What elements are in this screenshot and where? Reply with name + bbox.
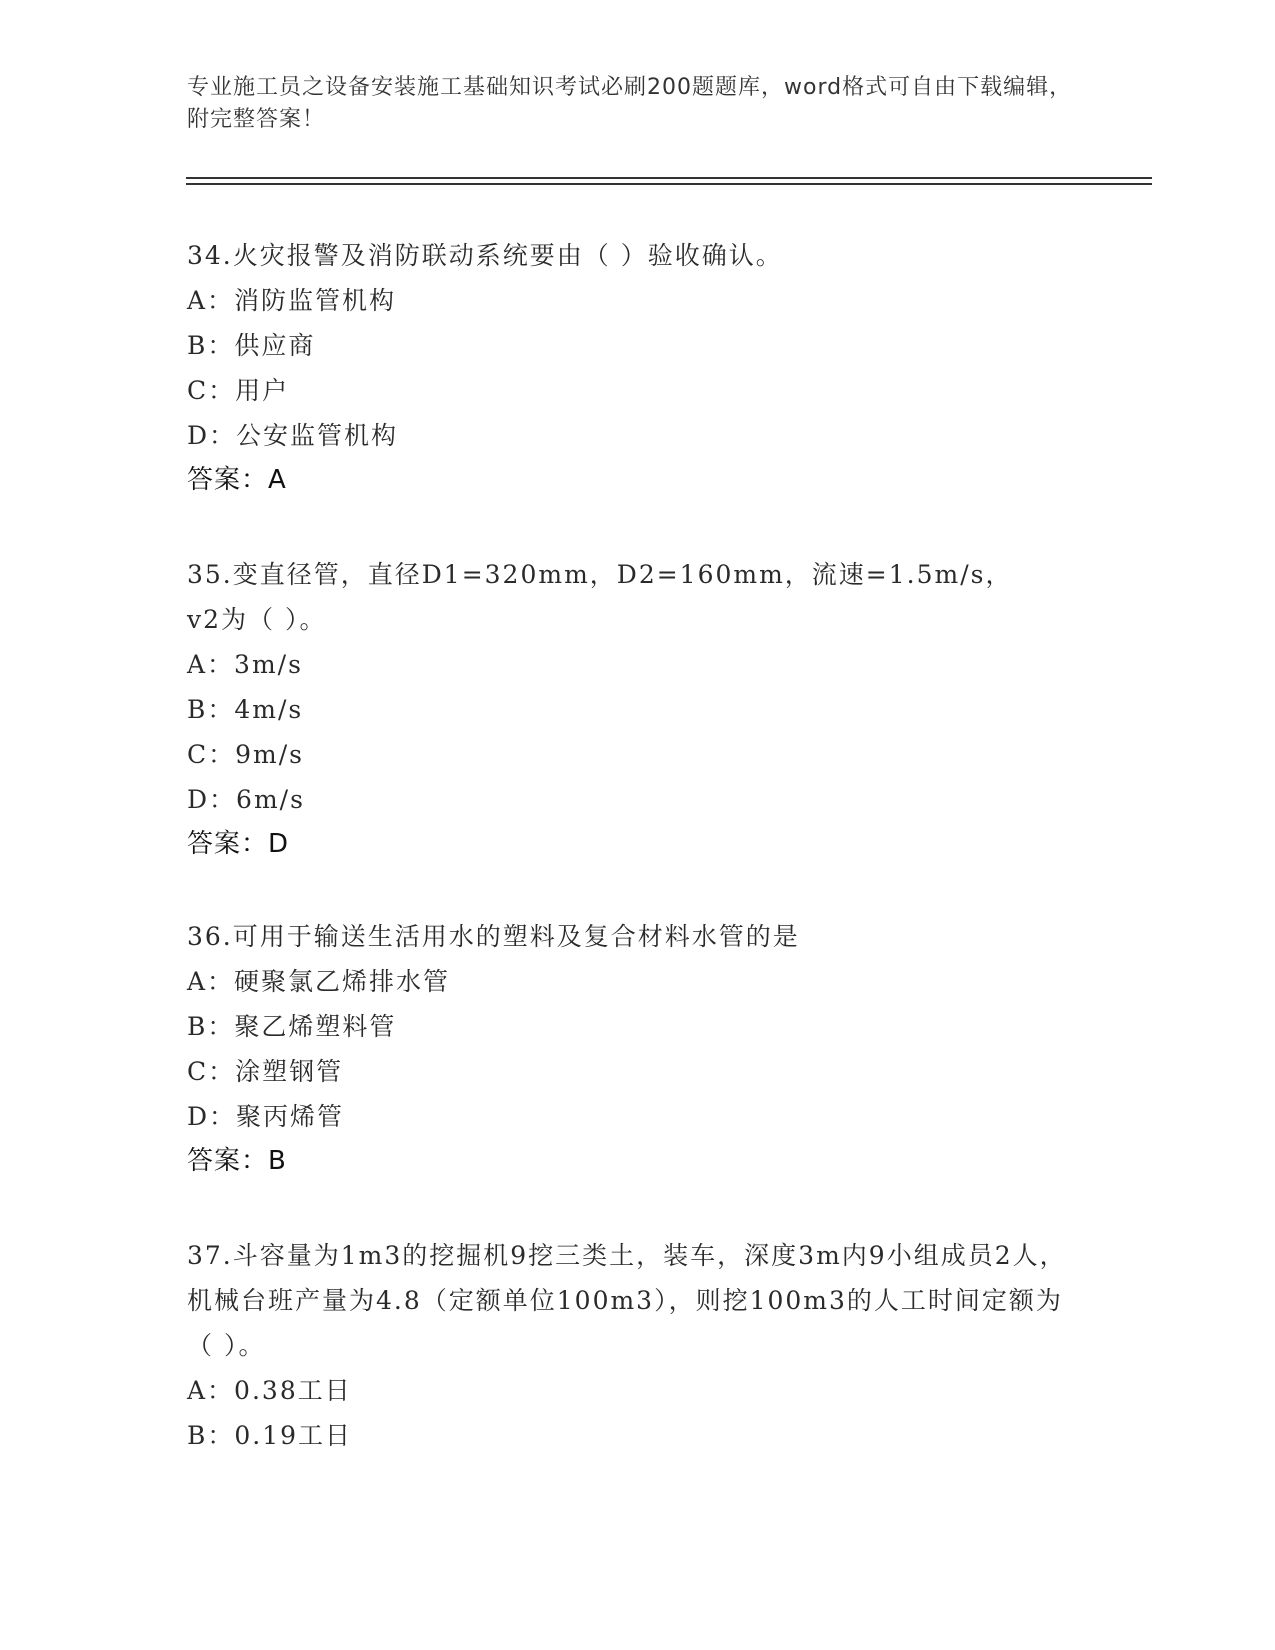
answer-line: 答案：B	[187, 1146, 287, 1176]
option-a: A：硬聚氯乙烯排水管	[187, 967, 451, 996]
question-stem: 34.火灾报警及消防联动系统要由（ ）验收确认。	[187, 241, 783, 270]
option-b: B：聚乙烯塑料管	[187, 1012, 397, 1041]
question-stem: 36.可用于输送生活用水的塑料及复合材料水管的是	[187, 922, 800, 951]
option-b: B：0.19工日	[187, 1421, 353, 1450]
question-37	[187, 1233, 1067, 1458]
option-a: A：3m/s	[187, 650, 303, 679]
option-d: D：6m/s	[187, 785, 305, 814]
option-d: D：公安监管机构	[187, 421, 399, 450]
question-36	[187, 914, 1067, 1184]
option-a: A：0.38工日	[187, 1376, 352, 1405]
header-divider-bottom	[186, 183, 1152, 185]
question-35	[187, 552, 1017, 867]
document-header-title: 专业施工员之设备安装施工基础知识考试必刷200题题库，word格式可自由下载编辑，附完整答案！	[187, 75, 1073, 132]
answer-line: 答案：A	[187, 465, 287, 495]
question-34	[187, 233, 1067, 503]
answer-line: 答案：D	[187, 829, 290, 859]
option-c: C：9m/s	[187, 740, 304, 769]
question-stem: 37.斗容量为1m3的挖掘机9挖三类土，装车，深度3m内9小组成员2人，机械台班产量为4.8（定额单位100m3），则挖100m3的人工时间定额为（ ）。	[187, 1241, 1067, 1360]
option-c: C：用户	[187, 376, 290, 405]
option-b: B：4m/s	[187, 695, 304, 724]
question-stem: 35.变直径管，直径D1=320mm，D2=160mm，流速=1.5m/s，v2为（ ）。	[187, 560, 1013, 634]
option-d: D：聚丙烯管	[187, 1102, 345, 1131]
option-a: A：消防监管机构	[187, 286, 397, 315]
header-divider-top	[186, 177, 1152, 179]
option-b: B：供应商	[187, 331, 316, 360]
option-c: C：涂塑钢管	[187, 1057, 344, 1086]
